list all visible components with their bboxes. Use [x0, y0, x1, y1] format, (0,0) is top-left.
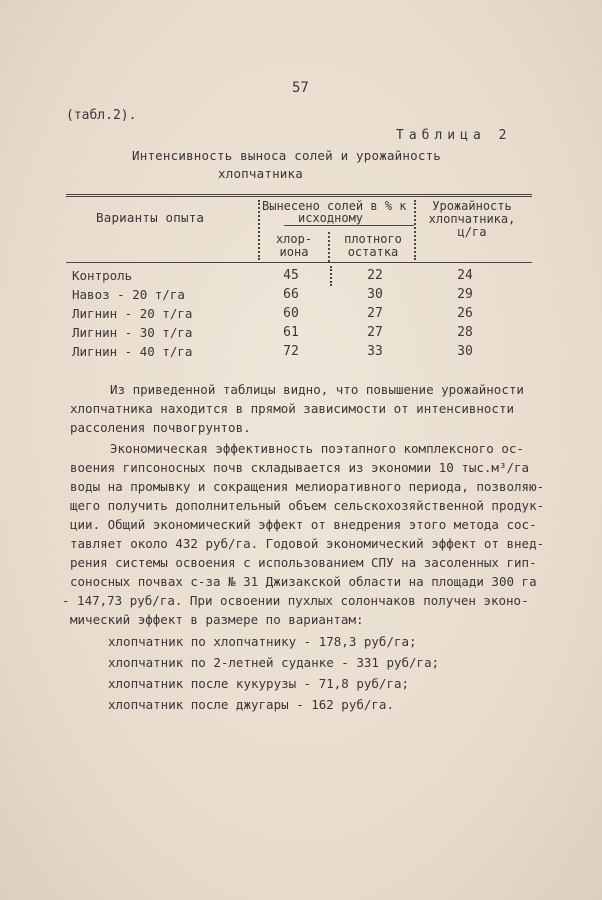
table-top-rule-2 — [66, 196, 532, 197]
row-variant: Лигнин - 20 т/га — [72, 306, 193, 321]
header-yield — [416, 200, 528, 239]
row-dense: 33 — [367, 344, 383, 359]
paragraph-2-line: соносных почвах с-за № 31 Джизакской области на площади 300 га — [70, 574, 537, 589]
paragraph-2-line: воения гипсоносных почв складывается из экономии 10 тыс.м³/га — [70, 460, 530, 475]
paragraph-1-line: хлопчатника находится в прямой зависимости от интенсивности — [70, 401, 515, 416]
header-chlorine-line-1: хлор- — [275, 232, 313, 246]
row-yield: 26 — [457, 306, 473, 321]
page-number: 57 — [292, 80, 309, 96]
column-separator — [328, 232, 330, 262]
row-chlorine: 45 — [283, 268, 299, 283]
table-caption-line-1: Интенсивность выноса солей и урожайность — [132, 148, 442, 163]
table-number: Таблица 2 — [396, 128, 512, 143]
header-salts-line-1: Вынесено солей в % к — [262, 199, 407, 213]
row-yield: 29 — [457, 287, 473, 302]
row-dense: 27 — [367, 325, 383, 340]
header-sub-rule — [284, 225, 414, 226]
row-yield: 24 — [457, 268, 473, 283]
row-dense: 27 — [367, 306, 383, 321]
header-salts-line-2: исходному — [298, 211, 364, 225]
table-reference: (табл.2). — [66, 108, 137, 123]
paragraph-1-line: Из приведенной таблицы видно, что повышение урожайности — [110, 382, 524, 397]
table-top-rule — [66, 194, 532, 195]
row-dense: 30 — [367, 287, 383, 302]
paragraph-2-line: щего получить дополнительный объем сельскохозяйственной продук- — [70, 498, 545, 513]
list-item: хлопчатник после кукурузы - 71,8 руб/га; — [108, 676, 410, 691]
header-chlorine-line-2: иона — [279, 245, 309, 259]
list-item: хлопчатник по 2-летней суданке - 331 руб/га; — [108, 655, 440, 670]
row-chlorine: 72 — [283, 344, 299, 359]
row-variant: Контроль — [72, 268, 133, 283]
row-chlorine: 66 — [283, 287, 299, 302]
paragraph-2-line: мический эффект в размере по вариантам: — [70, 612, 364, 627]
column-separator — [258, 200, 260, 260]
row-variant: Лигнин - 30 т/га — [72, 325, 193, 340]
list-item: хлопчатник по хлопчатнику - 178,3 руб/га; — [108, 634, 417, 649]
paragraph-2-line: рения системы освоения с использованием СПУ на засоленных гип- — [70, 555, 537, 570]
row-yield: 30 — [457, 344, 473, 359]
table-caption-line-2: хлопчатника — [218, 166, 303, 181]
paragraph-2-line: тавляет около 432 руб/га. Годовой экономический эффект от внед- — [70, 536, 545, 551]
paragraph-2-line: - 147,73 руб/га. При освоении пухлых солончаков получен эконо- — [62, 593, 529, 608]
header-bottom-rule — [66, 262, 532, 263]
column-separator — [330, 266, 332, 286]
header-variant: Варианты опыта — [96, 210, 205, 225]
list-item: хлопчатник после джугары - 162 руб/га. — [108, 697, 394, 712]
row-dense: 22 — [367, 268, 383, 283]
paragraph-2-line: Экономическая эффективность поэтапного комплексного ос- — [110, 441, 524, 456]
row-chlorine: 61 — [283, 325, 299, 340]
header-dense-line-2: остатка — [347, 245, 399, 259]
paragraph-2-line: ции. Общий экономический эффект от внедрения этого метода сос- — [70, 517, 537, 532]
row-yield: 28 — [457, 325, 473, 340]
row-variant: Лигнин - 40 т/га — [72, 344, 193, 359]
paragraph-2-line: воды на промывку и сокращения мелиоративного периода, позволяю- — [70, 479, 545, 494]
header-dense — [332, 233, 414, 259]
header-yield-line-2: хлопчатника, — [428, 212, 516, 226]
header-yield-line-1: Урожайность — [432, 199, 512, 213]
header-dense-line-1: плотного — [344, 232, 402, 246]
row-variant: Навоз - 20 т/га — [72, 287, 185, 302]
row-chlorine: 60 — [283, 306, 299, 321]
header-yield-line-3: ц/га — [457, 225, 487, 239]
header-chlorine — [264, 233, 324, 259]
paragraph-1-line: рассоления почвогрунтов. — [70, 420, 251, 435]
